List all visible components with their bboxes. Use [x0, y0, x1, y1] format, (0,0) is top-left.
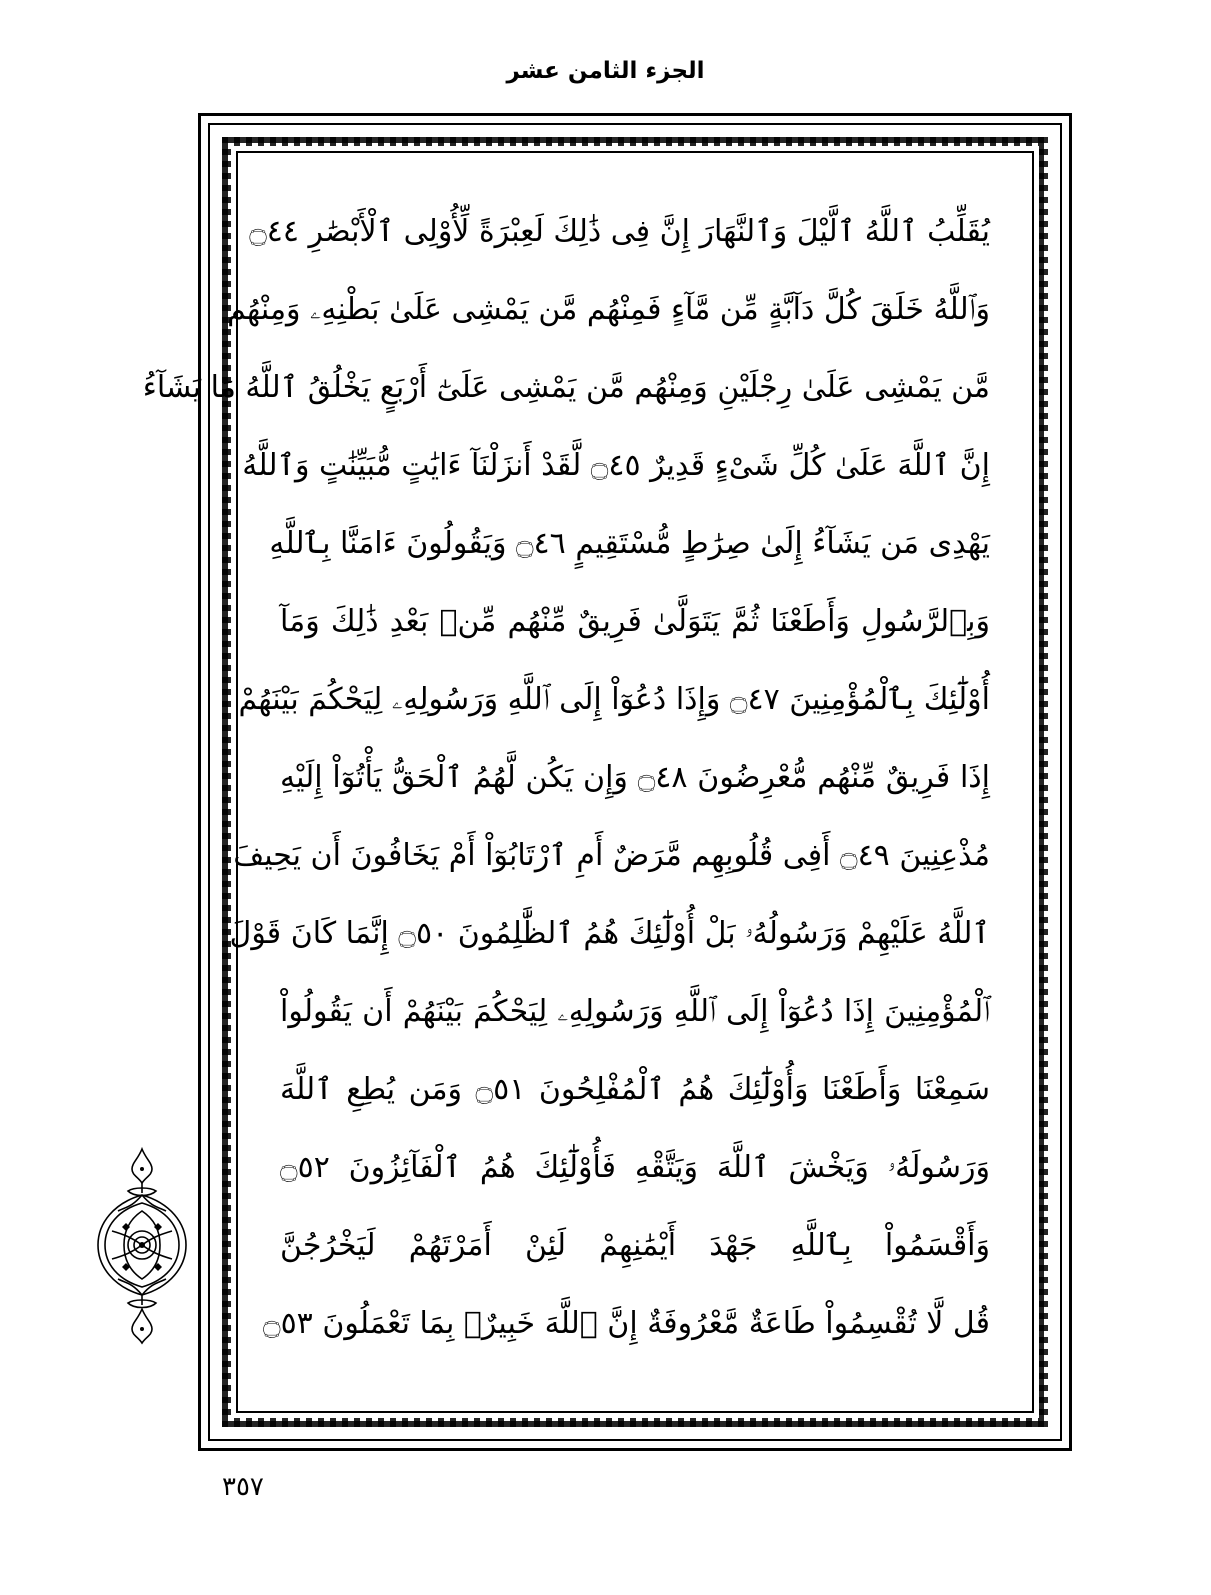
quran-line: أُوْلَٰٓئِكَ بِٱلْمُؤْمِنِينَ ۝٤٧ وَإِذَا دُعُوٓاْ إِلَى ٱللَّهِ وَرَسُولِهِۦ لِيَحْكُمَ بَيْنَهُمْ [238, 682, 990, 717]
page-number: ٣٥٧ [222, 1472, 264, 1502]
quran-line: يُقَلِّبُ ٱللَّهُ ٱلَّيْلَ وَٱلنَّهَارَ إِنَّ فِى ذَٰلِكَ لَعِبْرَةً لِّأُوْلِى ٱلْأَبْصَٰرِ ۝٤٤ [249, 214, 990, 249]
quran-line: قُل لَّا تُقْسِمُواْ طَاعَةٌ مَّعْرُوفَةٌ إِنَّ ٱللَّهَ خَبِيرٌۢ بِمَا تَعْمَلُونَ ۝٥٣ [262, 1306, 990, 1341]
ornament-medallion-icon [88, 1145, 196, 1345]
quran-line: إِذَا فَرِيقٌ مِّنْهُم مُّعْرِضُونَ ۝٤٨ وَإِن يَكُن لَّهُمُ ٱلْحَقُّ يَأْتُوٓاْ إِلَيْهِ [280, 760, 990, 795]
quran-line: مَّن يَمْشِى عَلَىٰ رِجْلَيْنِ وَمِنْهُم مَّن يَمْشِى عَلَىٰٓ أَرْبَعٍ يَخْلُقُ ٱللَّهُ مَا يَشَآءُ [142, 370, 990, 405]
page-border-text-rule [142, 151, 1034, 1413]
quran-line: وَبِٱلرَّسُولِ وَأَطَعْنَا ثُمَّ يَتَوَلَّىٰ فَرِيقٌ مِّنْهُم مِّنۢ بَعْدِ ذَٰلِكَ وَمَآ [280, 604, 990, 639]
juz-header: الجزء الثامن عشر [506, 58, 705, 84]
quran-text-block [142, 193, 990, 1385]
quran-line: يَهْدِى مَن يَشَآءُ إِلَىٰ صِرَٰطٍ مُّسْتَقِيمٍ ۝٤٦ وَيَقُولُونَ ءَامَنَّا بِٱللَّهِ [269, 526, 990, 561]
quran-line: ٱلْمُؤْمِنِينَ إِذَا دُعُوٓاْ إِلَى ٱللَّهِ وَرَسُولِهِۦ لِيَحْكُمَ بَيْنَهُمْ أَن يَقُولُواْ [280, 994, 990, 1029]
quran-line: وَٱللَّهُ خَلَقَ كُلَّ دَآبَّةٍ مِّن مَّآءٍ فَمِنْهُم مَّن يَمْشِى عَلَىٰ بَطْنِهِۦ وَمِنْهُم [227, 292, 990, 327]
quran-line: ٱللَّهُ عَلَيْهِمْ وَرَسُولُهُۥ بَلْ أُوْلَٰٓئِكَ هُمُ ٱلظَّٰلِمُونَ ۝٥٠ إِنَّمَا كَانَ قَوْلَ [229, 916, 990, 951]
page-border-outer [142, 113, 1072, 1451]
page-border-inner [142, 123, 1062, 1441]
quran-line: إِنَّ ٱللَّهَ عَلَىٰ كُلِّ شَىْءٍ قَدِيرٌ ۝٤٥ لَّقَدْ أَنزَلْنَآ ءَايَٰتٍ مُّبَيِّنَٰتٍ وَٱللَّهُ [242, 448, 990, 483]
quran-line: وَرَسُولَهُۥ وَيَخْشَ ٱللَّهَ وَيَتَّقْهِ فَأُوْلَٰٓئِكَ هُمُ ٱلْفَآئِزُونَ ۝٥٢ [280, 1150, 990, 1185]
quran-line: مُذْعِنِينَ ۝٤٩ أَفِى قُلُوبِهِم مَّرَضٌ أَمِ ٱرْتَابُوٓاْ أَمْ يَخَافُونَ أَن يَحِيفَ [233, 838, 990, 873]
quran-line: سَمِعْنَا وَأَطَعْنَا وَأُوْلَٰٓئِكَ هُمُ ٱلْمُفْلِحُونَ ۝٥١ وَمَن يُطِعِ ٱللَّهَ [280, 1072, 990, 1107]
quran-line: وَأَقْسَمُواْ بِٱللَّهِ جَهْدَ أَيْمَٰنِهِمْ لَئِنْ أَمَرْتَهُمْ لَيَخْرُجُنَّ [280, 1228, 990, 1263]
